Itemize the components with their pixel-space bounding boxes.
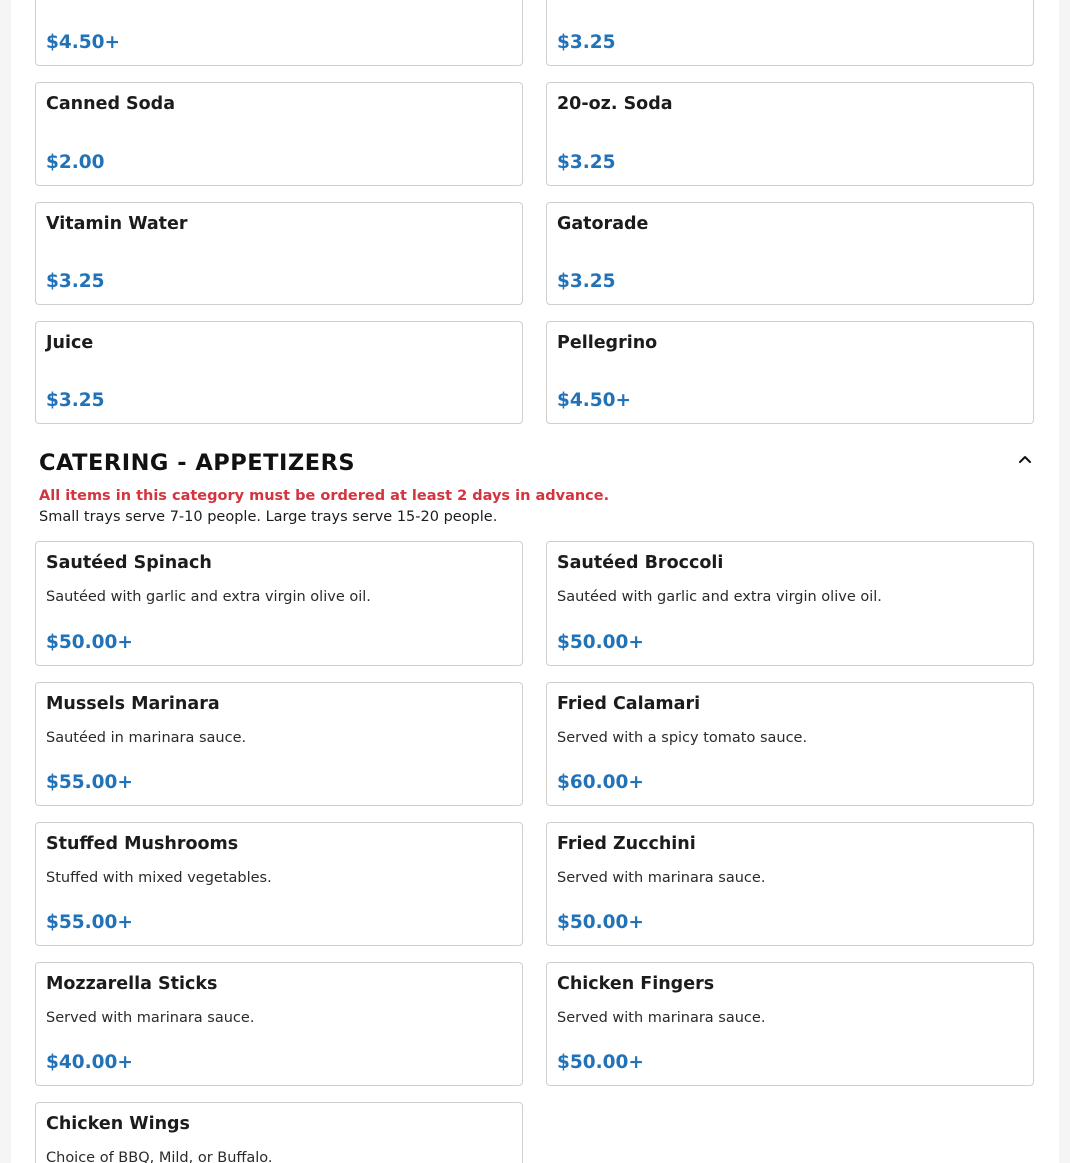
menu-item-price: $4.50+ [557,390,632,411]
menu-item-card[interactable] [546,541,1034,666]
menu-page [11,0,1059,1163]
menu-item-price: $55.00+ [46,912,133,933]
serving-size-note: Small trays serve 7-10 people. Large trays serve 15-20 people. [39,509,498,525]
menu-item-description: Sautéed in marinara sauce. [46,730,247,746]
menu-item-description: Served with marinara sauce. [46,1010,255,1026]
menu-item-price: $60.00+ [557,772,644,793]
menu-item-name: Sautéed Spinach [46,553,212,573]
menu-item-price: $50.00+ [46,632,133,653]
chevron-up-icon[interactable] [1015,449,1035,469]
advance-order-notice: All items in this category must be ordered at least 2 days in advance. [39,488,610,504]
menu-item-description: Sautéed with garlic and extra virgin olive oil. [557,589,882,605]
menu-item-name: Mussels Marinara [46,694,220,714]
menu-item-price: $3.25 [46,271,105,292]
menu-item-name: Stuffed Mushrooms [46,834,239,854]
menu-item-name: Gatorade [557,214,649,234]
menu-item-card[interactable] [35,541,523,666]
menu-item-card[interactable] [35,822,523,946]
menu-item-description: Served with a spicy tomato sauce. [557,730,808,746]
menu-item-card[interactable] [546,82,1034,186]
menu-item-price: $50.00+ [557,632,644,653]
menu-item-price: $4.50+ [46,32,121,53]
menu-item-price: $50.00+ [557,912,644,933]
menu-item-description: Sautéed with garlic and extra virgin olive oil. [46,589,371,605]
menu-item-name: Chicken Fingers [557,974,715,994]
menu-item-card[interactable] [546,0,1034,66]
section-title: CATERING - APPETIZERS [39,450,356,476]
menu-item-name: Juice [46,333,94,353]
menu-item-description: Stuffed with mixed vegetables. [46,870,272,886]
menu-item-card[interactable] [35,1102,523,1163]
menu-item-name: Fried Zucchini [557,834,696,854]
menu-item-card[interactable] [546,962,1034,1086]
menu-item-price: $3.25 [557,271,616,292]
menu-item-name: Canned Soda [46,94,176,114]
menu-item-description: Served with marinara sauce. [557,870,766,886]
menu-item-price: $3.25 [557,152,616,173]
menu-item-price: $55.00+ [46,772,133,793]
menu-item-card[interactable] [35,202,523,305]
menu-item-name: Sautéed Broccoli [557,553,724,573]
menu-item-name: 20-oz. Soda [557,94,673,114]
menu-item-card[interactable] [546,202,1034,305]
menu-item-price: $3.25 [557,32,616,53]
menu-item-card[interactable] [546,822,1034,946]
menu-item-card[interactable] [35,962,523,1086]
menu-item-name: Vitamin Water [46,214,188,234]
menu-item-card[interactable] [546,321,1034,424]
menu-item-description: Served with marinara sauce. [557,1010,766,1026]
menu-item-price: $40.00+ [46,1052,133,1073]
menu-item-card[interactable] [35,0,523,66]
menu-item-name: Mozzarella Sticks [46,974,218,994]
menu-item-name: Chicken Wings [46,1114,190,1134]
menu-item-price: $2.00 [46,152,105,173]
menu-item-name: Fried Calamari [557,694,701,714]
menu-item-card[interactable] [35,682,523,806]
menu-item-description: Choice of BBQ, Mild, or Buffalo. [46,1150,273,1163]
menu-item-price: $50.00+ [557,1052,644,1073]
menu-item-card[interactable] [546,682,1034,806]
menu-item-price: $3.25 [46,390,105,411]
menu-item-card[interactable] [35,321,523,424]
menu-item-card[interactable] [35,82,523,186]
menu-item-name: Pellegrino [557,333,658,353]
